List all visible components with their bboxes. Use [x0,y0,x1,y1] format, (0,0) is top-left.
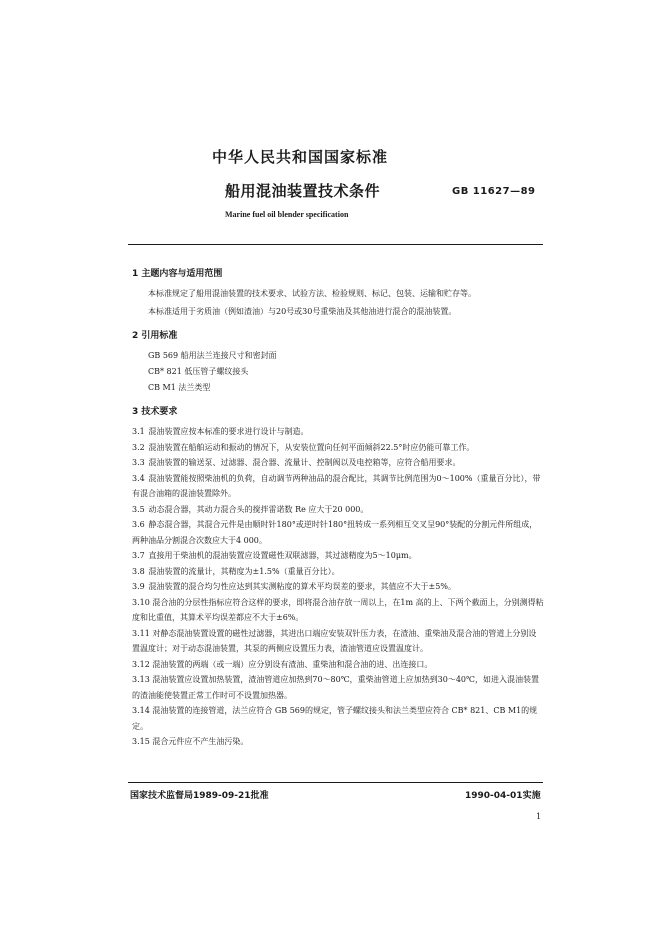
requirement-number: 3.10 [132,597,150,607]
reference-item: GB 569 船用法兰连接尺寸和密封面 [148,351,277,360]
requirement-number: 3.14 [132,706,150,715]
requirement-item [132,440,544,456]
requirement-text: 混合油的分层性指标应符合这样的要求，即将混合油存放一周以上，在1m 高的上、下两个截面上，分别测得粘度和比重值，其算术平均误差都应不大于±6%。 [132,597,544,622]
requirement-item [132,424,544,440]
requirement-item [132,626,544,657]
requirement-number: 3.7 [132,551,145,560]
requirement-text: 动态混合器，其动力混合头的搅拌雷诺数 Re 应大于20 000。 [148,504,369,514]
requirement-text: 混油装置应按本标准的要求进行设计与制造。 [148,427,309,436]
requirement-number: 3.4 [132,473,145,483]
requirement-item [132,734,544,750]
requirement-number: 3.8 [132,566,145,576]
requirement-number: 3.5 [132,504,145,514]
document-title: 船用混油装置技术条件 [225,182,381,200]
english-title: Marine fuel oil blender specification [225,210,349,219]
section-1-paragraph-2: 本标准适用于劣质油（例如渣油）与20号或30号重柴油及其他油进行混合的混油装置。 [148,307,457,316]
requirement-text: 静态混合器，其混合元件是由顺时针180°或逆时针180°扭转成一系列相互交叉呈90°装配的分割元件所组成，两种油品分割混合次数应大于4 000。 [132,520,538,545]
requirement-number: 3.13 [132,675,150,684]
footer-divider [128,782,543,783]
standard-org-heading: 中华人民共和国国家标准 [212,148,389,166]
section-2-title: 2 引用标准 [132,331,178,341]
section-3-title: 3 技术要求 [132,407,178,417]
section-1-title: 1 主题内容与适用范围 [132,269,223,279]
requirement-text: 直接用于柴油机的混油装置应设置磁性双联滤器，其过滤精度为5～10μm。 [148,551,417,560]
requirement-number: 3.2 [132,442,145,452]
requirement-item [132,657,544,673]
requirement-number: 3.9 [132,582,145,591]
requirement-text: 混合元件应不产生油污染。 [152,737,249,746]
standard-code: GB 11627—89 [452,186,536,197]
requirement-number: 3.1 [132,427,145,436]
requirement-item [132,548,544,564]
header-divider [128,244,543,245]
requirement-text: 混油装置的混合均匀性应达到其实测粘度的算术平均误差的要求，其值应不大于±5%。 [148,582,456,591]
requirement-text: 混油装置的输送泵、过滤器、混合器、流量计、控制阀以及电控箱等，应符合船用要求。 [148,458,461,467]
requirements-list [132,424,544,750]
requirement-number: 3.15 [132,737,150,746]
effective-date: 1990-04-01实施 [465,791,541,801]
requirement-text: 混油装置的连接管道，法兰应符合 GB 569的规定，管子螺纹接头和法兰类型应符合 CB* 821、CB M1的规定。 [132,706,538,731]
requirement-item [132,579,544,595]
requirement-item [132,502,544,518]
requirement-item [132,455,544,471]
requirement-item [132,595,544,626]
requirement-item [132,517,544,548]
requirement-item [132,471,544,502]
requirement-text: 混油装置能按照柴油机的负荷，自动调节两种油品的混合配比，其调节比例范围为0～100%（重量百分比），带有混合油箱的混油装置除外。 [132,473,541,498]
reference-item: CB* 821 低压管子螺纹接头 [148,367,249,376]
requirement-text: 混油装置的两端（或一端）应分别设有渣油、重柴油和混合油的进、出连接口。 [152,659,433,669]
requirement-number: 3.12 [132,659,150,669]
requirement-number: 3.3 [132,458,145,467]
page-number: 1 [536,812,542,821]
requirement-text: 混油装置在船舶运动和振动的情况下，从安装位置向任何平面倾斜22.5°时应仍能可靠工作。 [148,442,475,452]
requirement-text: 混油装置应设置加热装置，渣油管道应加热到70～80℃，重柴油管道上应加热到30～40℃，如进入混油装置的渣油能使装置正常工作时可不设置加热器。 [132,675,539,700]
approval-date: 国家技术监督局1989-09-21批准 [130,791,269,801]
requirement-number: 3.11 [132,628,150,638]
reference-item: CB M1 法兰类型 [148,383,211,392]
requirement-text: 混油装置的流量计，其精度为±1.5%（重量百分比）。 [148,566,340,576]
requirement-item [132,564,544,580]
requirement-item [132,672,544,703]
requirement-item [132,703,544,734]
requirement-text: 对静态混油装置设置的磁性过滤器，其进出口端应安装双针压力表，在渣油、重柴油及混合油的管道上分别设置温度计；对于动态混油装置，其泵的两侧应设置压力表，渣油管道应设置温度计。 [132,628,537,653]
section-1-paragraph-1: 本标准规定了船用混油装置的技术要求、试验方法、检验规则、标记、包装、运输和贮存等。 [148,289,476,298]
requirement-number: 3.6 [132,520,145,529]
